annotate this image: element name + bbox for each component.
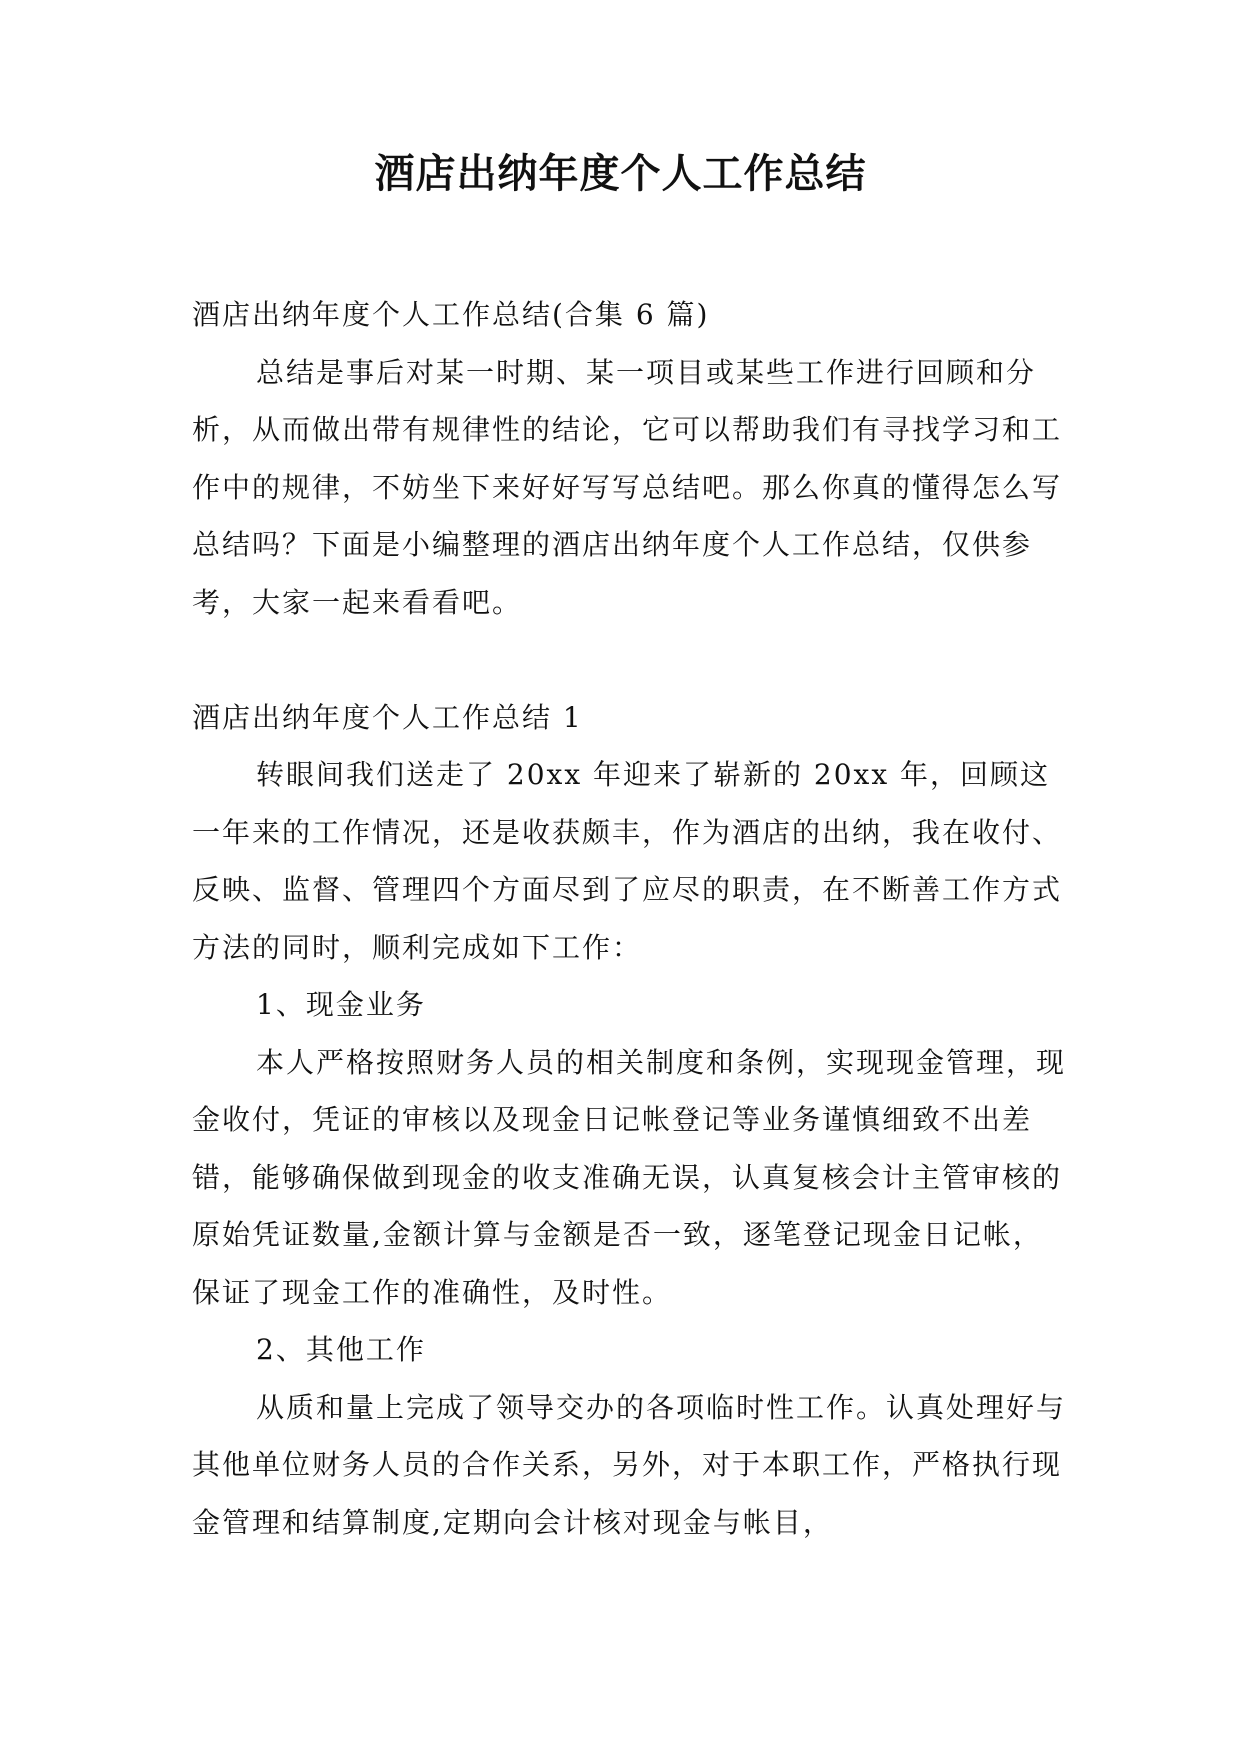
body-paragraph-cash: 本人严格按照财务人员的相关制度和条例，实现现金管理，现金收付，凭证的审核以及现金日记帐登记等业务谨慎细致不出差错，能够确保做到现金的收支准确无误，认真复核会计主管审核的原始凭证数量,金额计算与金额是否一致，逐笔登记现金日记帐，保证了现金工作的准确性，及时性。 bbox=[192, 1045, 1067, 1309]
document-body bbox=[192, 286, 1072, 1551]
body-paragraph: 转眼间我们送走了 20xx 年迎来了崭新的 20xx 年，回顾这一年来的工作情况，还是收获颇丰，作为酒店的出纳，我在收付、反映、监督、管理四个方面尽到了应尽的职责，在不断善工作方式方法的同时，顺利完成如下工作： bbox=[192, 758, 1063, 964]
item-heading-cash: 1、现金业务 bbox=[256, 988, 426, 1021]
item-heading-other: 2、其他工作 bbox=[256, 1333, 426, 1366]
document-title: 酒店出纳年度个人工作总结 bbox=[374, 150, 867, 197]
collection-subtitle: 酒店出纳年度个人工作总结(合集 6 篇) bbox=[192, 298, 710, 331]
paragraph-spacer bbox=[192, 631, 1072, 689]
intro-paragraph: 总结是事后对某一时期、某一项目或某些工作进行回顾和分析，从而做出带有规律性的结论，它可以帮助我们有寻找学习和工作中的规律，不妨坐下来好好写写总结吧。那么你真的懂得怎么写总结吗？下面是小编整理的酒店出纳年度个人工作总结，仅供参考，大家一起来看看吧。 bbox=[192, 355, 1063, 619]
section-heading: 酒店出纳年度个人工作总结 1 bbox=[192, 700, 583, 734]
body-paragraph-other: 从质和量上完成了领导交办的各项临时性工作。认真处理好与其他单位财务人员的合作关系，另外，对于本职工作，严格执行现金管理和结算制度,定期向会计核对现金与帐目， bbox=[192, 1390, 1067, 1539]
